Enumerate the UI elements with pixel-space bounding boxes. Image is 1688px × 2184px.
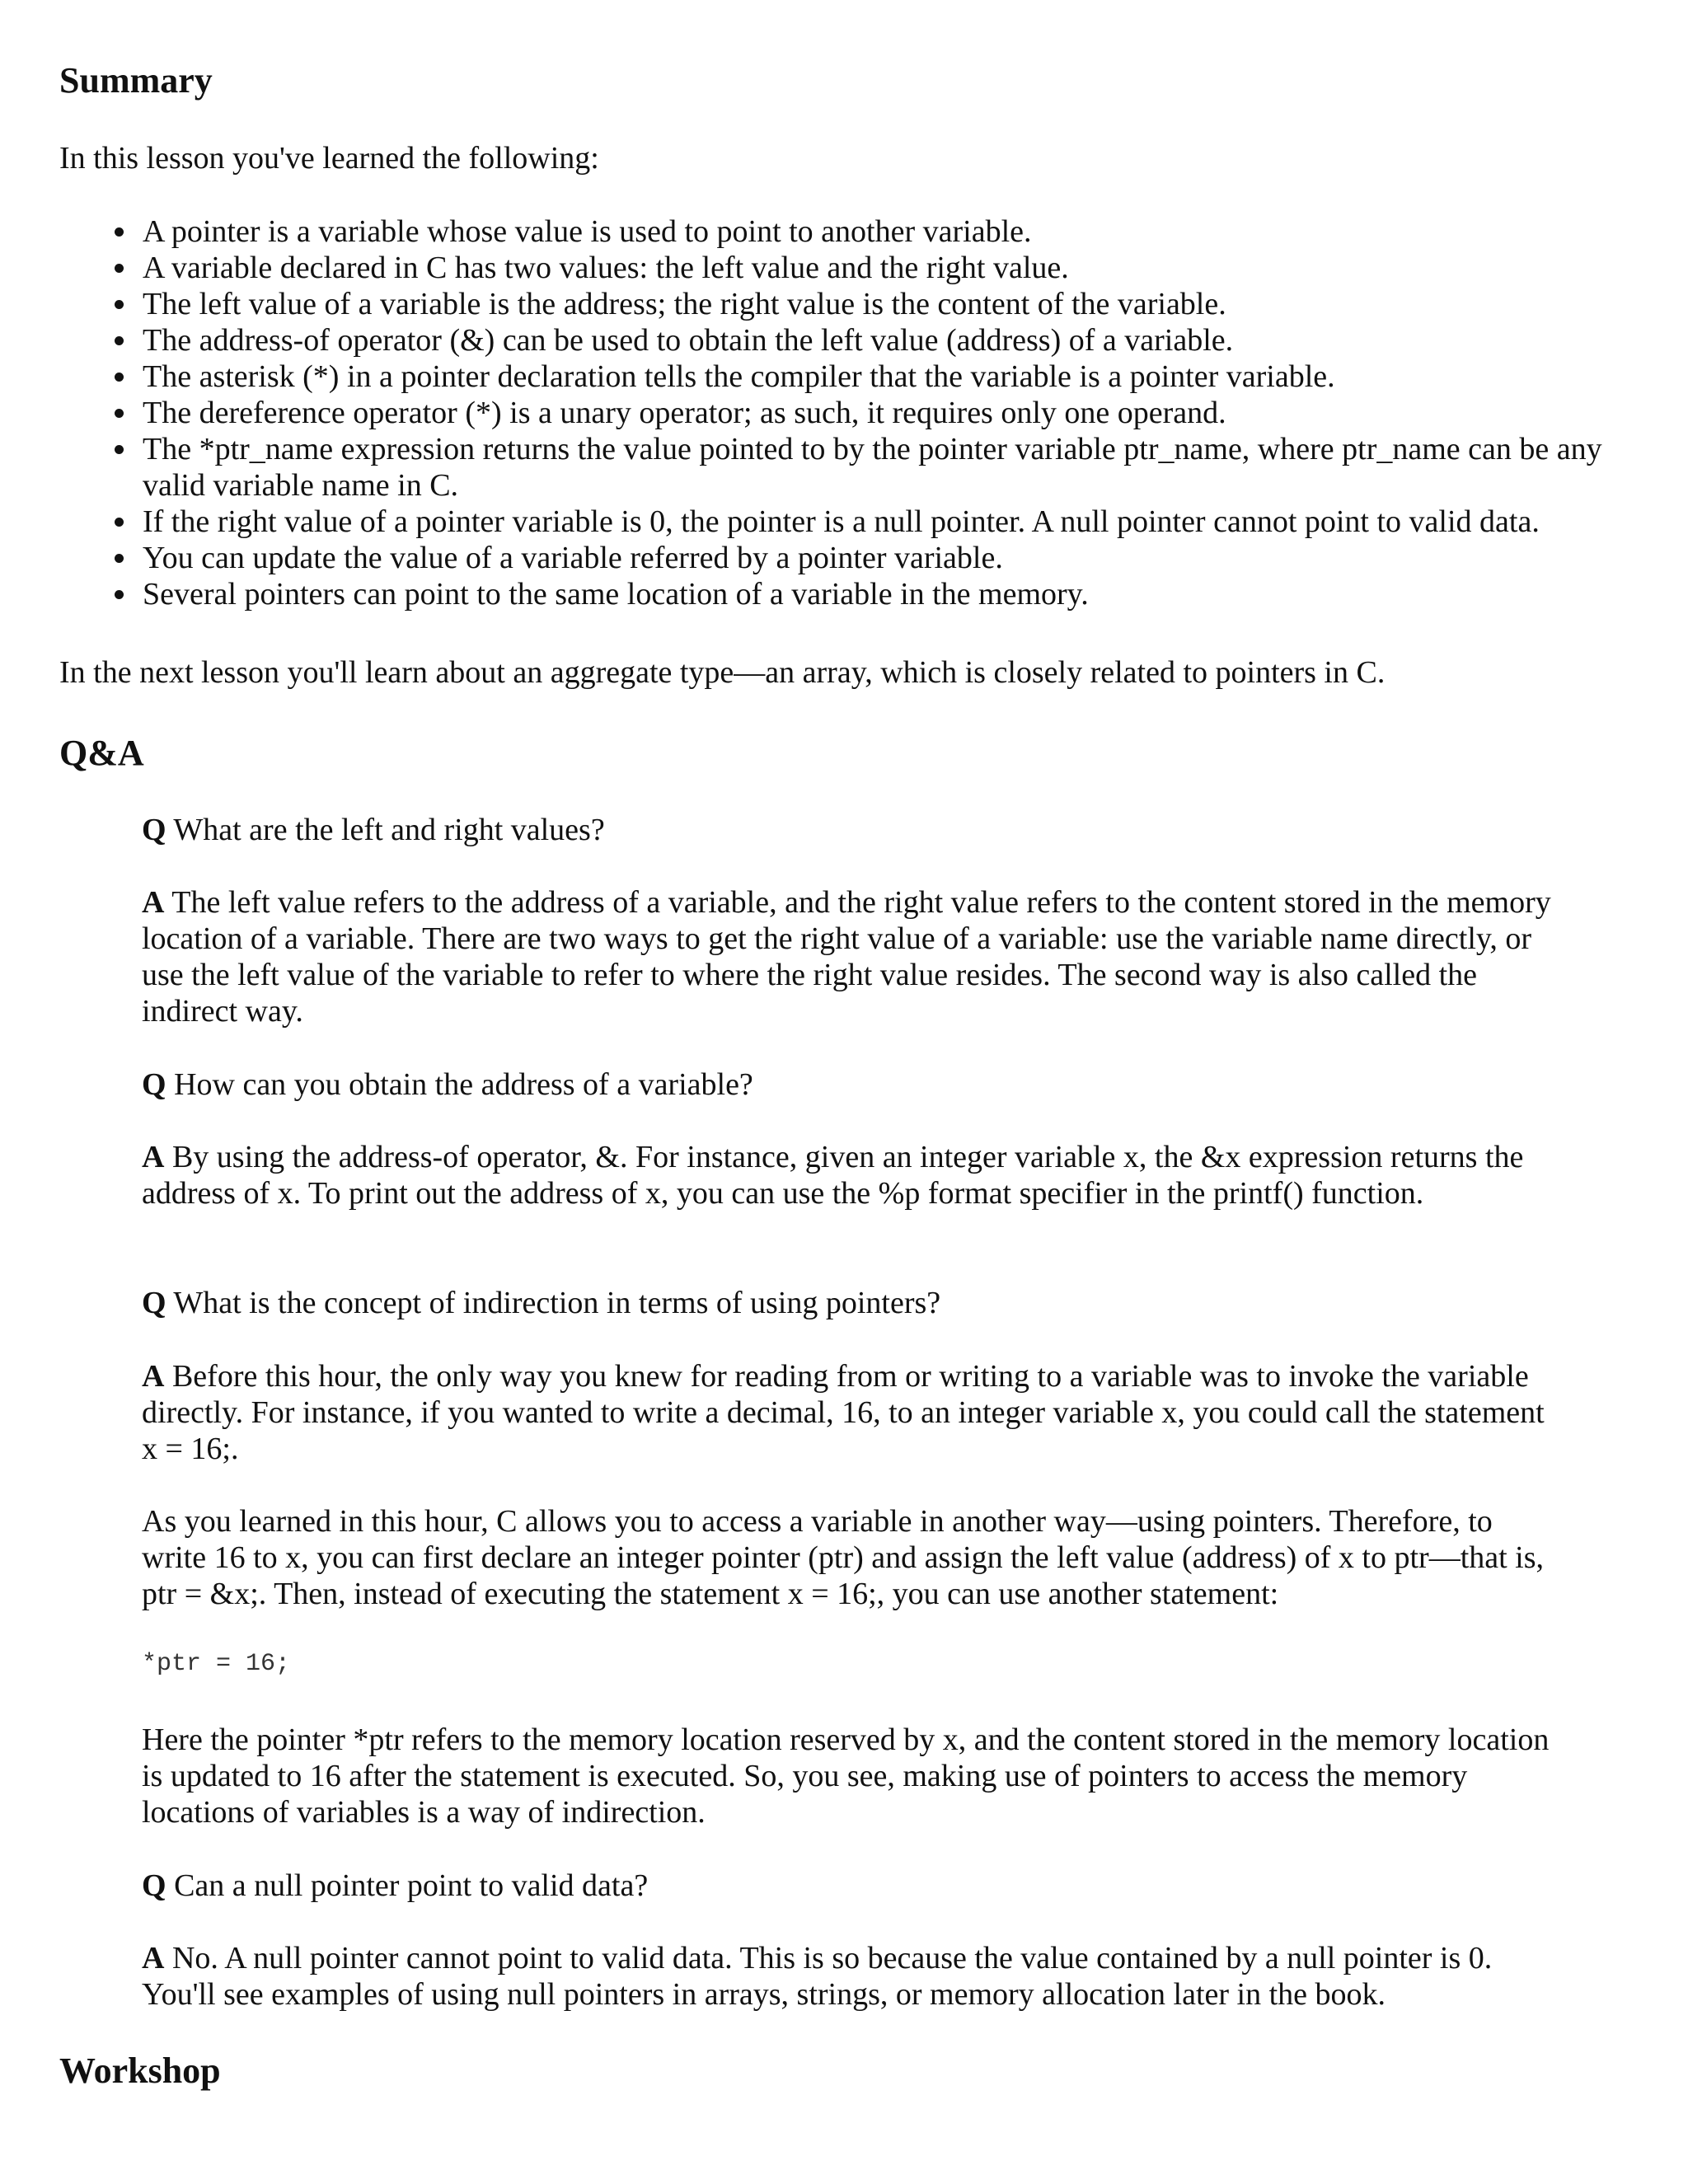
answer-text: The left value refers to the address of a variable, and the right value refers to the content stored in the memory location of a variable. There are two ways to get the right value of a variable: use the variable name directly, or use the left value of the variable to refer to where the right value resides. The second way is also called the indirect way. xyxy=(142,885,1551,1029)
question-label: Q xyxy=(142,1868,166,1903)
list-item: A pointer is a variable whose value is used to point to another variable. xyxy=(143,213,1643,250)
question-1 xyxy=(142,812,1559,848)
answer-text: Before this hour, the only way you knew for reading from or writing to a variable was to invoke the variable directly. For instance, if you wanted to write a decimal, 16, to an integer variable x, you could call the statement x = 16;. xyxy=(142,1359,1545,1466)
list-item: Several pointers can point to the same location of a variable in the memory. xyxy=(143,576,1643,612)
list-item: The *ptr_name expression returns the value pointed to by the pointer variable ptr_name, where ptr_name can be any valid variable name in C. xyxy=(143,431,1643,504)
list-item: A variable declared in C has two values: the left value and the right value. xyxy=(143,250,1643,286)
question-text: Can a null pointer point to valid data? xyxy=(174,1868,649,1903)
summary-outro: In the next lesson you'll learn about an aggregate type—an array, which is closely related to pointers in C. xyxy=(59,655,1386,690)
answer-text: No. A null pointer cannot point to valid data. This is so because the value contained by a null pointer is 0. You'll see examples of using null pointers in arrays, strings, or memory allocation later in the book. xyxy=(142,1941,1493,2012)
question-label: Q xyxy=(142,1067,166,1102)
question-4 xyxy=(142,1868,1559,1904)
answer-4 xyxy=(142,1940,1559,2013)
list-item: The dereference operator (*) is a unary operator; as such, it requires only one operand. xyxy=(143,395,1643,431)
summary-list xyxy=(143,213,1643,612)
question-text: What are the left and right values? xyxy=(173,813,605,847)
answer-label: A xyxy=(142,1359,165,1394)
question-label: Q xyxy=(142,1286,166,1320)
qa-heading: Q&A xyxy=(59,733,144,773)
answer-text: By using the address-of operator, &. For instance, given an integer variable x, the &x expression returns the address of x. To print out the address of x, you can use the %p format specifier in the printf() function. xyxy=(142,1140,1524,1211)
summary-intro: In this lesson you've learned the following: xyxy=(59,141,599,176)
answer-1 xyxy=(142,884,1559,1029)
answer-3 xyxy=(142,1358,1559,1467)
code-snippet: *ptr = 16; xyxy=(142,1650,291,1678)
answer-label: A xyxy=(142,1140,165,1174)
list-item: The asterisk (*) in a pointer declaration tells the compiler that the variable is a pointer variable. xyxy=(143,359,1643,395)
summary-heading: Summary xyxy=(59,60,213,101)
answer-2 xyxy=(142,1139,1559,1212)
question-3 xyxy=(142,1285,1559,1321)
list-item: The address-of operator (&) can be used to obtain the left value (address) of a variable. xyxy=(143,322,1643,359)
question-text: How can you obtain the address of a variable? xyxy=(174,1067,753,1102)
answer-3-paragraph-3: Here the pointer *ptr refers to the memory location reserved by x, and the content stored in the memory location is updated to 16 after the statement is executed. So, you see, making use of pointers to access the memory locations of variables is a way of indirection. xyxy=(142,1722,1550,1830)
question-text: What is the concept of indirection in terms of using pointers? xyxy=(173,1286,941,1320)
answer-label: A xyxy=(142,885,165,920)
list-item: The left value of a variable is the address; the right value is the content of the variable. xyxy=(143,286,1643,322)
question-2 xyxy=(142,1066,1559,1103)
answer-3-paragraph-2: As you learned in this hour, C allows you to access a variable in another way—using pointers. Therefore, to write 16 to x, you can first declare an integer pointer (ptr) and assign the left value (address) of x to ptr—that is, ptr = &x;. Then, instead of executing the statement x = 16;, you can use another statement: xyxy=(142,1504,1545,1611)
question-label: Q xyxy=(142,813,166,847)
list-item: If the right value of a pointer variable is 0, the pointer is a null pointer. A null pointer cannot point to valid data. xyxy=(143,504,1643,540)
workshop-heading: Workshop xyxy=(59,2050,221,2091)
answer-label: A xyxy=(142,1941,165,1975)
list-item: You can update the value of a variable referred by a pointer variable. xyxy=(143,540,1643,576)
